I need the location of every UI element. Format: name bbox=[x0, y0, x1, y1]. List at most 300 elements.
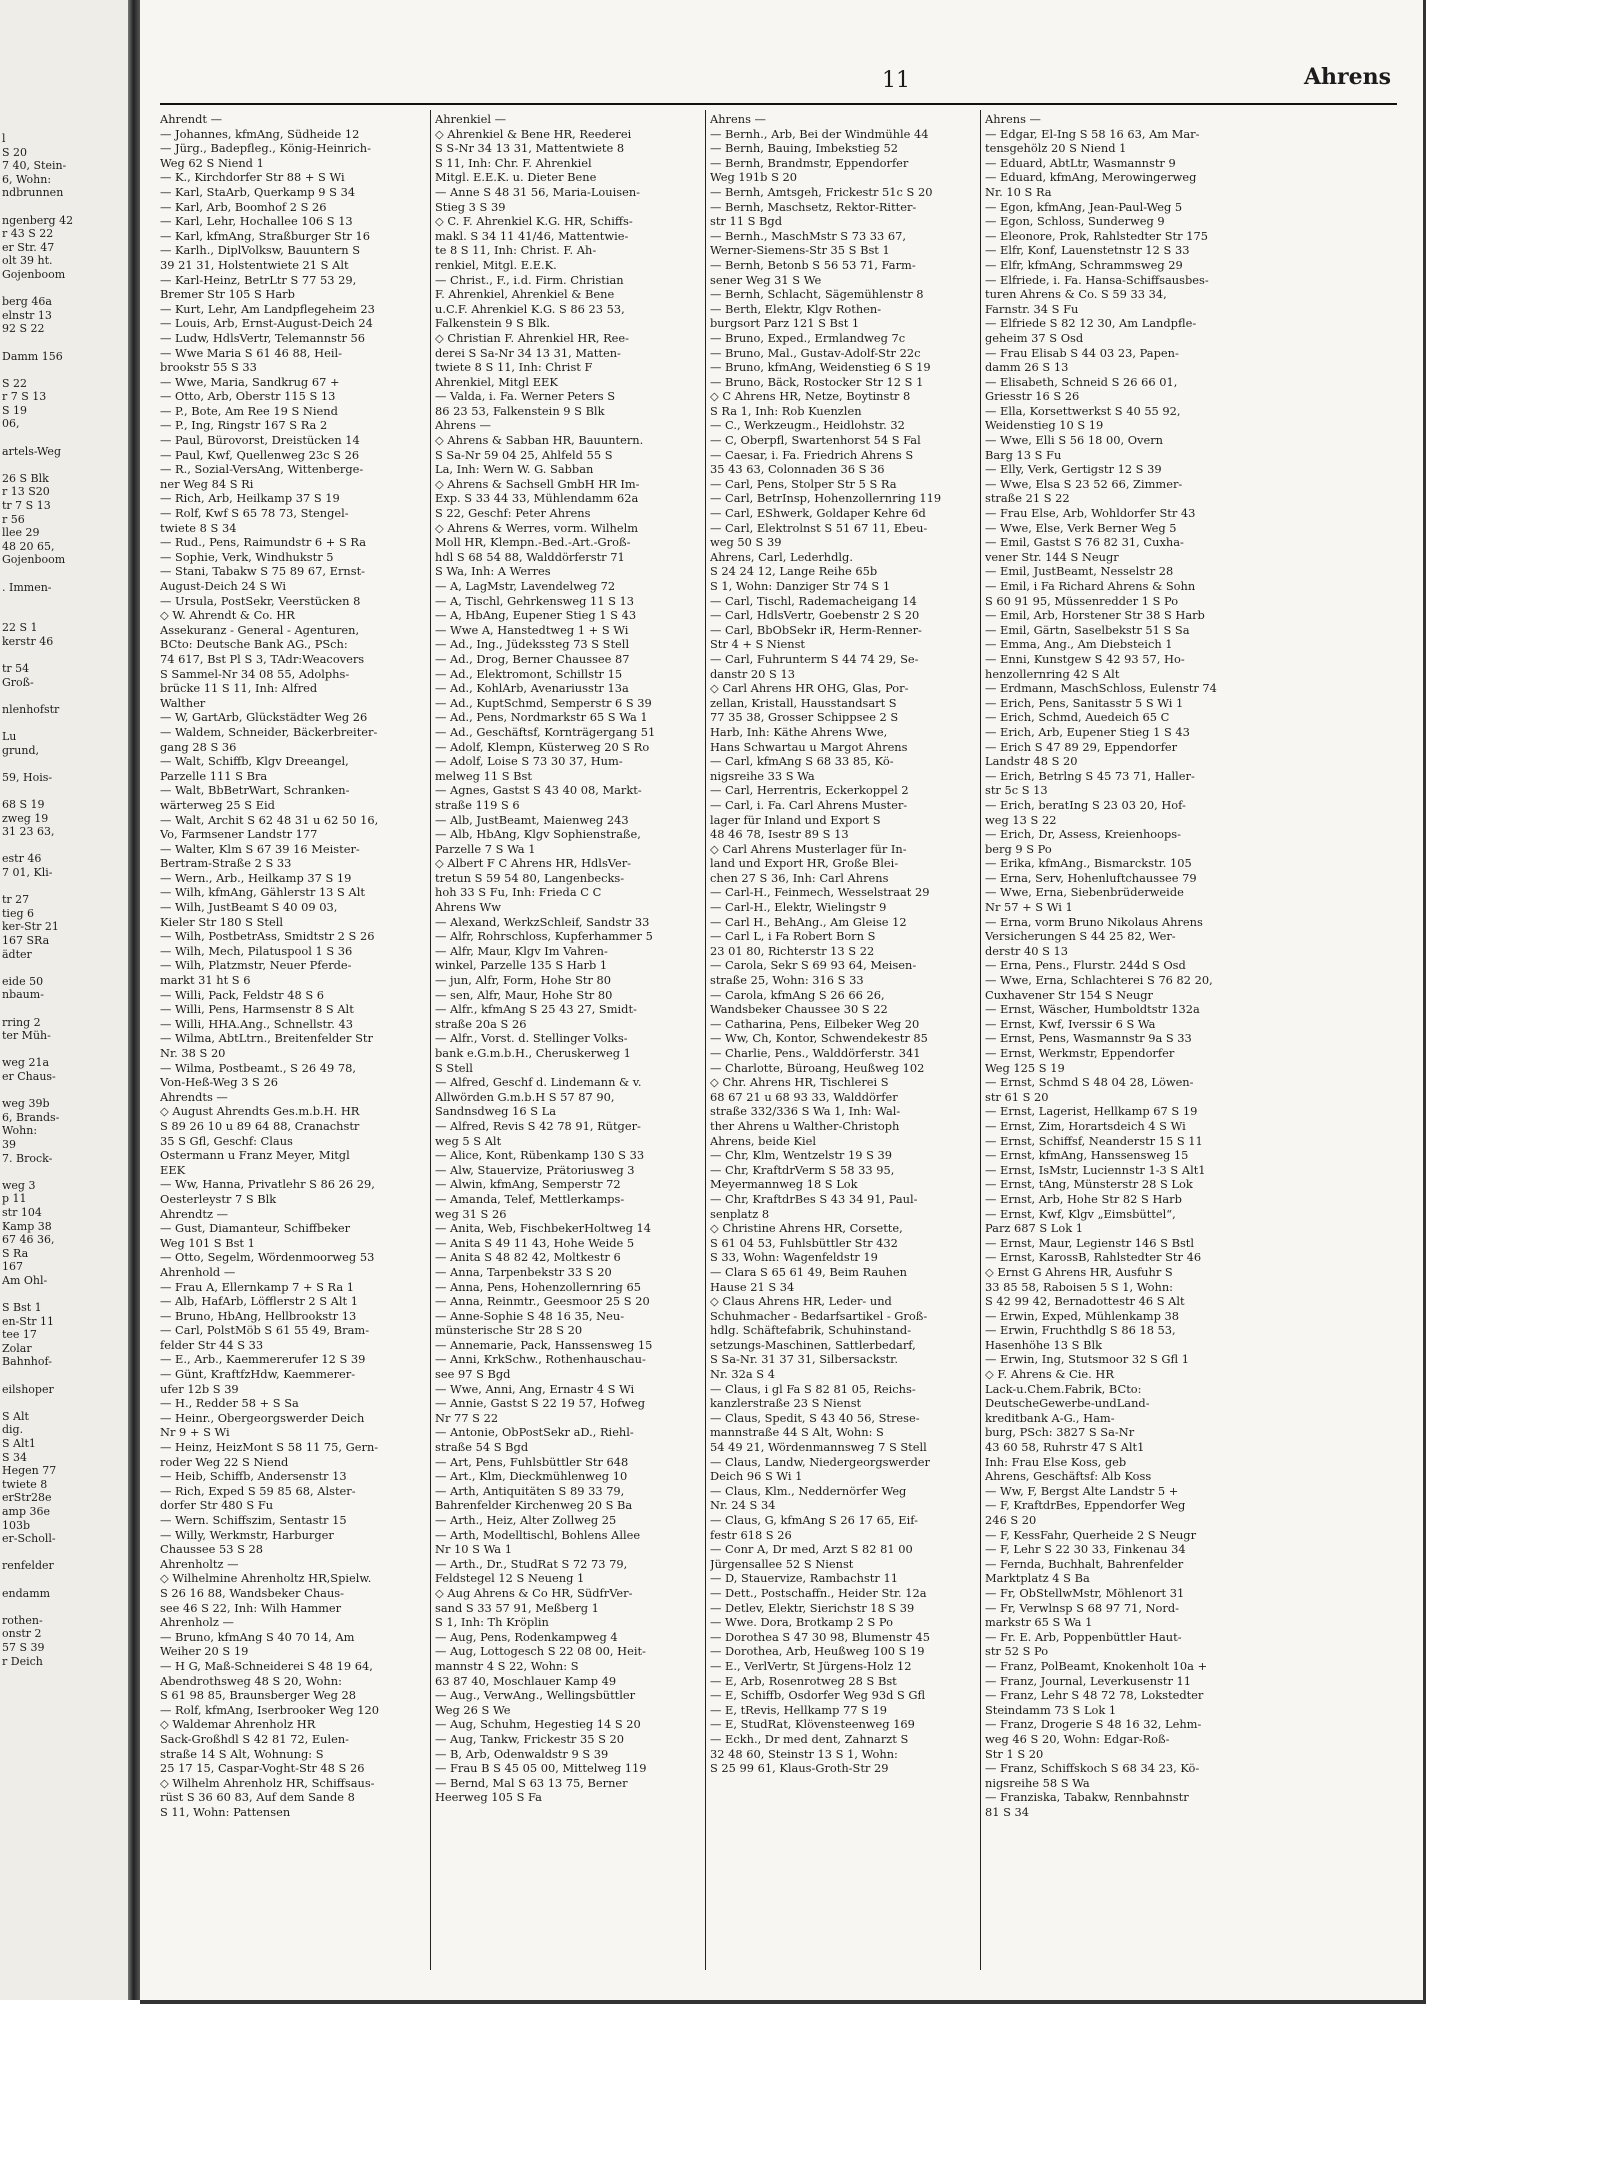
directory-entry-line: S 24 24 12, Lange Reihe 65b bbox=[710, 564, 878, 579]
directory-entry-line: Steindamm 73 S Lok 1 bbox=[985, 1702, 1117, 1717]
directory-entry-line: — Bernh., MaschMstr S 73 33 67, bbox=[710, 228, 907, 243]
directory-entry-line: — Paul, Kwf, Quellenweg 23c S 26 bbox=[160, 447, 360, 462]
directory-entry-line: lager für Inland und Export S bbox=[710, 812, 881, 827]
directory-entry-line: — Louis, Arb, Ernst-August-Deich 24 bbox=[160, 316, 373, 331]
directory-entry-line: BCto: Deutsche Bank AG., PSch: bbox=[160, 637, 348, 652]
facing-page-line: 59, Hois- bbox=[2, 770, 53, 784]
directory-entry-line: ◇ Wilhelm Ahrenholz HR, Schiffsaus- bbox=[160, 1775, 375, 1790]
directory-entry-line: str 52 S Po bbox=[985, 1644, 1049, 1659]
directory-entry-line: — Alfr., Vorst. d. Stellinger Volks- bbox=[435, 1031, 628, 1046]
facing-page-line: ker-Str 21 bbox=[2, 920, 59, 934]
directory-entry-line: 68 67 21 u 68 93 33, Walddörfer bbox=[710, 1089, 898, 1104]
directory-entry-line: — Carl L, i Fa Robert Born S bbox=[710, 929, 876, 944]
directory-entry-line: — Wwe, Erna, Schlachterei S 76 82 20, bbox=[985, 973, 1213, 988]
directory-entry-line: — Ernst, Schmd S 48 04 28, Löwen- bbox=[985, 1075, 1194, 1090]
directory-entry-line: — Rud., Pens, Raimundstr 6 + S Ra bbox=[160, 535, 367, 550]
directory-entry-line: — Annie, Gastst S 22 19 57, Hofweg bbox=[435, 1396, 646, 1411]
directory-entry-line: — Eckh., Dr med dent, Zahnarzt S bbox=[710, 1731, 909, 1746]
directory-entry-line: ◇ C. F. Ahrenkiel K.G. HR, Schiffs- bbox=[435, 214, 633, 229]
directory-entry-line: — Chr, Klm, Wentzelstr 19 S 39 bbox=[710, 1148, 893, 1163]
facing-page-line: Damm 156 bbox=[2, 349, 63, 363]
directory-entry-line: — Franz, Drogerie S 48 16 32, Lehm- bbox=[985, 1717, 1202, 1732]
directory-entry-line: felder Str 44 S 33 bbox=[160, 1337, 264, 1352]
directory-entry-line: — Ww, Ch, Kontor, Schwendekestr 85 bbox=[710, 1031, 928, 1046]
directory-entry-line: — Wwe, Erna, Siebenbrüderweide bbox=[985, 885, 1184, 900]
directory-entry-line: Ahrenkiel, Mitgl EEK bbox=[435, 374, 558, 389]
facing-page-line: elnstr 13 bbox=[2, 308, 52, 322]
directory-entry-line: — Anne S 48 31 56, Maria-Louisen- bbox=[435, 184, 641, 199]
directory-entry-line: 63 87 40, Moschlauer Kamp 49 bbox=[435, 1673, 617, 1688]
directory-entry-line: markt 31 ht S 6 bbox=[160, 973, 251, 988]
directory-entry-line: ◇ Ernst G Ahrens HR, Ausfuhr S bbox=[985, 1264, 1173, 1279]
directory-entry-line: — Art, Pens, Fuhlsbüttler Str 648 bbox=[435, 1454, 629, 1469]
directory-entry-line: dorfer Str 480 S Fu bbox=[160, 1498, 274, 1513]
directory-entry-line: Marktplatz 4 S Ba bbox=[985, 1571, 1090, 1586]
directory-entry-line: — Alb, HbAng, Klgv Sophienstraße, bbox=[435, 827, 641, 842]
directory-entry-line: S 1, Wohn: Danziger Str 74 S 1 bbox=[710, 579, 891, 593]
directory-entry-line: Nr 57 + S Wi 1 bbox=[985, 900, 1073, 915]
facing-page-line: S Alt1 bbox=[2, 1437, 36, 1450]
directory-entry-line: tensgehölz 20 S Niend 1 bbox=[985, 141, 1127, 156]
directory-entry-line: — Wwe, Elli S 56 18 00, Overn bbox=[985, 433, 1164, 448]
directory-entry-line: Assekuranz - General - Agenturen, bbox=[160, 622, 360, 637]
directory-entry-line: Kieler Str 180 S Stell bbox=[160, 914, 283, 929]
directory-entry-line: Parzelle 7 S Wa 1 bbox=[435, 841, 536, 856]
directory-entry-line: Ahrens, beide Kiel bbox=[710, 1133, 817, 1148]
directory-entry-line: ◇ Aug Ahrens & Co HR, SüdfrVer- bbox=[435, 1585, 633, 1600]
directory-entry-line: — Karl, StaArb, Querkamp 9 S 34 bbox=[160, 184, 356, 199]
directory-entry-line: — Walt, Schiffb, Klgv Dreeangel, bbox=[160, 754, 349, 769]
directory-entry-line: — Anna, Reinmtr., Geesmoor 25 S 20 bbox=[435, 1294, 650, 1309]
directory-entry-line: — Anni, KrkSchw., Rothenhauschau- bbox=[435, 1352, 646, 1367]
directory-entry-line: — Ernst, KarossB, Rahlstedter Str 46 bbox=[985, 1250, 1202, 1265]
directory-entry-line: — Bernh, Betonb S 56 53 71, Farm- bbox=[710, 257, 916, 272]
facing-page-line bbox=[2, 717, 128, 731]
directory-entry-line: — Carl, Pens, Stolper Str 5 S Ra bbox=[710, 476, 897, 491]
directory-entry-line: — Carl, Elektrolnst S 51 67 11, Ebeu- bbox=[710, 520, 928, 535]
directory-entry-line: ◇ Albert F C Ahrens HR, HdlsVer- bbox=[435, 856, 632, 871]
directory-entry-line: — Erwin, Exped, Mühlenkamp 38 bbox=[985, 1308, 1180, 1323]
directory-entry-line: — Egon, kfmAng, Jean-Paul-Weg 5 bbox=[985, 199, 1183, 214]
facing-page-line: tieg 6 bbox=[2, 906, 34, 920]
directory-entry-line: — Wilh, PostbetrAss, Smidtstr 2 S 26 bbox=[160, 929, 375, 944]
directory-entry-line: ◇ Ahrens & Sabban HR, Bauuntern. bbox=[435, 433, 644, 448]
facing-page-line: estr 46 bbox=[2, 852, 42, 866]
directory-entry-line: 246 S 20 bbox=[985, 1513, 1037, 1527]
facing-page-line: olt 39 ht. bbox=[2, 254, 53, 268]
directory-entry-line: — Chr, KraftdrVerm S 58 33 95, bbox=[710, 1162, 895, 1177]
directory-entry-line: Sack-Großhdl S 42 81 72, Eulen- bbox=[160, 1731, 350, 1746]
directory-entry-line: — Wwe Maria S 61 46 88, Heil- bbox=[160, 345, 342, 360]
directory-entry-line: burg, PSch: 3827 S Sa-Nr bbox=[985, 1425, 1135, 1440]
facing-page-line: 7. Brock- bbox=[2, 1151, 53, 1165]
directory-entry-line: ◇ Ahrens & Werres, vorm. Wilhelm bbox=[435, 520, 639, 535]
directory-entry-line: — Bruno, Mal., Gustav-Adolf-Str 22c bbox=[710, 345, 921, 360]
directory-entry-line: sand S 33 57 91, Meßberg 1 bbox=[435, 1600, 599, 1615]
directory-entry-line: mannstraße 44 S Alt, Wohn: S bbox=[710, 1425, 884, 1440]
directory-entry-line: — P., Bote, Am Ree 19 S Niend bbox=[160, 403, 338, 418]
directory-entry-line: — Willy, Werkmstr, Harburger bbox=[160, 1527, 334, 1542]
facing-page-line: Wohn: bbox=[2, 1124, 38, 1138]
facing-page-line: en-Str 11 bbox=[2, 1314, 55, 1328]
facing-page-line: berg 46a bbox=[2, 295, 52, 309]
directory-entry-line: S 60 91 95, Müssenredder 1 S Po bbox=[985, 593, 1179, 608]
directory-entry-line: Wandsbeker Chaussee 30 S 22 bbox=[710, 1002, 888, 1017]
directory-entry-line: — Walt, BbBetrWart, Schranken- bbox=[160, 783, 350, 798]
facing-page-line bbox=[2, 961, 128, 975]
directory-entry-line: 39 21 31, Holstentwiete 21 S Alt bbox=[160, 257, 349, 272]
directory-entry-line: — Egon, Schloss, Sunderweg 9 bbox=[985, 214, 1165, 229]
directory-entry-line: — sen, Alfr, Maur, Hohe Str 80 bbox=[435, 987, 613, 1002]
facing-page-line: ädter bbox=[2, 947, 32, 961]
directory-entry-line: Weg 191b S 20 bbox=[710, 170, 798, 185]
directory-entry-line: — Gust, Diamanteur, Schiffbeker bbox=[160, 1221, 351, 1236]
directory-entry-line: Str 4 + S Nienst bbox=[710, 637, 806, 652]
directory-entry-line: — Ad., KuptSchmd, Semperstr 6 S 39 bbox=[435, 695, 652, 710]
directory-entry-line: — Karl, kfmAng, Straßburger Str 16 bbox=[160, 228, 370, 243]
facing-page-line: 06, bbox=[2, 417, 20, 431]
facing-page-line bbox=[2, 1165, 128, 1179]
directory-entry-line: — Enni, Kunstgew S 42 93 57, Ho- bbox=[985, 651, 1185, 666]
facing-page-line: S 22 bbox=[2, 376, 28, 390]
directory-entry-line: tretun S 59 54 80, Langenbecks- bbox=[435, 870, 625, 885]
directory-entry-line: — E, tRevis, Hellkamp 77 S 19 bbox=[710, 1702, 888, 1717]
directory-entry-line: ◇ Christine Ahrens HR, Corsette, bbox=[710, 1221, 903, 1236]
directory-entry-line: — Ad., Geschäftsf, Kornträgergang 51 bbox=[435, 724, 656, 739]
directory-entry-line: — Karl-Heinz, BetrLtr S 77 53 29, bbox=[160, 272, 357, 287]
directory-entry-line: Weiher 20 S 19 bbox=[160, 1644, 249, 1659]
facing-page-line bbox=[2, 282, 128, 296]
directory-entry-line: — Willi, Pack, Feldstr 48 S 6 bbox=[160, 987, 325, 1002]
facing-page-line: Gojenboom bbox=[2, 553, 66, 567]
directory-entry-line: — Emil, Gastst S 76 82 31, Cuxha- bbox=[985, 535, 1184, 550]
directory-entry-line: — Annemarie, Pack, Hanssensweg 15 bbox=[435, 1337, 653, 1352]
directory-entry-line: — Wilh, kfmAng, Gählerstr 13 S Alt bbox=[160, 885, 365, 900]
facing-page-line: dig. bbox=[2, 1423, 24, 1437]
directory-entry-line: — Bruno, HbAng, Hellbrookstr 13 bbox=[160, 1308, 357, 1323]
directory-entry-line: — F, KessFahr, Querheide 2 S Neugr bbox=[985, 1527, 1197, 1542]
directory-entry-line: — E, Schiffb, Osdorfer Weg 93d S Gfl bbox=[710, 1688, 926, 1703]
directory-entry-line: weg 46 S 20, Wohn: Edgar-Roß- bbox=[985, 1731, 1170, 1746]
directory-entry-line: ◇ Carl Ahrens HR OHG, Glas, Por- bbox=[710, 681, 909, 696]
directory-entry-line: S 61 04 53, Fuhlsbüttler Str 432 bbox=[710, 1235, 898, 1250]
directory-entry-line: — R., Sozial-VersAng, Wittenberge- bbox=[160, 462, 364, 477]
facing-page-line: . Immen- bbox=[2, 580, 52, 594]
directory-entry-line: — Claus, Klm., Neddernörfer Weg bbox=[710, 1483, 907, 1498]
directory-entry-line: Ahrenholtz — bbox=[160, 1556, 239, 1571]
facing-page-line: rothen- bbox=[2, 1613, 43, 1627]
facing-page-line: nbaum- bbox=[2, 988, 44, 1002]
facing-page-line bbox=[2, 1546, 128, 1560]
directory-entry-line: — Erich, Arb, Eupener Stieg 1 S 43 bbox=[985, 724, 1190, 739]
directory-entry-line: S Sammel-Nr 34 08 55, Adolphs- bbox=[160, 666, 350, 681]
directory-entry-line: — Emil, JustBeamt, Nesselstr 28 bbox=[985, 564, 1174, 579]
directory-entry-line: — F, KraftdrBes, Eppendorfer Weg bbox=[985, 1498, 1186, 1513]
directory-entry-line: — Christ., F., i.d. Firm. Christian bbox=[435, 272, 624, 287]
directory-entry-line: Schuhmacher - Bedarfsartikel - Groß- bbox=[710, 1308, 928, 1323]
directory-entry-line: Werner-Siemens-Str 35 S Bst 1 bbox=[710, 243, 890, 258]
directory-entry-line: roder Weg 22 S Niend bbox=[160, 1454, 289, 1469]
directory-entry-line: — B, Arb, Odenwaldstr 9 S 39 bbox=[435, 1746, 609, 1761]
directory-entry-line: münsterische Str 28 S 20 bbox=[435, 1323, 583, 1338]
directory-entry-line: — Anita, Web, FischbekerHoltweg 14 bbox=[435, 1221, 652, 1236]
directory-entry-line: S 22, Geschf: Peter Ahrens bbox=[435, 506, 591, 521]
directory-entry-line: derstr 40 S 13 bbox=[985, 943, 1068, 958]
facing-page-line: 31 23 63, bbox=[2, 825, 55, 839]
directory-entry-line: — Alice, Kont, Rübenkamp 130 S 33 bbox=[435, 1148, 645, 1163]
directory-entry-line: — Aug, Pens, Rodenkampweg 4 bbox=[435, 1629, 618, 1644]
directory-entry-line: — C, Oberpfl, Swartenhorst 54 S Fal bbox=[710, 433, 921, 448]
directory-entry-line: Bertram-Straße 2 S 33 bbox=[160, 856, 292, 871]
directory-entry-line: — Alfr., kfmAng S 25 43 27, Smidt- bbox=[435, 1002, 637, 1017]
facing-page-line: 39 bbox=[2, 1137, 16, 1151]
facing-page-line bbox=[2, 1369, 128, 1383]
directory-entry-line: berg 9 S Po bbox=[985, 841, 1052, 856]
directory-entry-line: — Conr A, Dr med, Arzt S 82 81 00 bbox=[710, 1542, 913, 1557]
facing-page-line: eide 50 bbox=[2, 974, 44, 988]
column-divider bbox=[980, 110, 981, 1970]
directory-entry-line: — Dorothea S 47 30 98, Blumenstr 45 bbox=[710, 1629, 930, 1644]
directory-entry-line: see 97 S Bgd bbox=[435, 1367, 511, 1382]
directory-entry-line: — Alfr, Maur, Klgv Im Vahren- bbox=[435, 943, 608, 958]
directory-entry-line: — jun, Alfr, Form, Hohe Str 80 bbox=[435, 973, 612, 988]
directory-entry-line: 35 43 63, Colonnaden 36 S 36 bbox=[710, 462, 885, 477]
directory-entry-line: — Dett., Postschaffn., Heider Str. 12a bbox=[710, 1585, 927, 1600]
facing-page-line: str 104 bbox=[2, 1205, 42, 1219]
directory-entry-line: — Wwe, Elsa S 23 52 66, Zimmer- bbox=[985, 476, 1183, 491]
directory-entry-line: — H G, Maß-Schneiderei S 48 19 64, bbox=[160, 1658, 373, 1673]
directory-entry-line: — Bernh, Bauing, Imbekstieg 52 bbox=[710, 141, 898, 156]
directory-entry-line: — Claus, Spedit, S 43 40 56, Strese- bbox=[710, 1410, 920, 1425]
directory-entry-line: Sandnsdweg 16 S La bbox=[435, 1104, 556, 1119]
facing-page-line: r 43 S 22 bbox=[2, 227, 54, 241]
directory-entry-line: Farnstr. 34 S Fu bbox=[985, 301, 1079, 316]
facing-page-line: 48 20 65, bbox=[2, 539, 55, 553]
directory-entry-line: — Arth, Modelltischl, Bohlens Allee bbox=[435, 1527, 641, 1542]
directory-entry-line: Ahrens, Carl, Lederhdlg. bbox=[710, 549, 853, 564]
directory-entry-line: — Ernst, Zim, Horartsdeich 4 S Wi bbox=[985, 1118, 1186, 1133]
directory-entry-line: — Bernh, Amtsgeh, Frickestr 51c S 20 bbox=[710, 184, 933, 199]
directory-entry-line: kreditbank A-G., Ham- bbox=[985, 1410, 1115, 1425]
facing-page-line bbox=[2, 1002, 128, 1016]
directory-entry-line: u.C.F. Ahrenkiel K.G. S 86 23 53, bbox=[435, 301, 625, 316]
directory-entry-line: Exp. S 33 44 33, Mühlendamm 62a bbox=[435, 491, 639, 506]
directory-entry-line: Nr. 24 S 34 bbox=[710, 1498, 776, 1513]
facing-page-line bbox=[2, 1573, 128, 1587]
directory-entry-line: renkiel, Mitgl. E.E.K. bbox=[435, 257, 557, 272]
directory-entry-line: — Dorothea, Arb, Heußweg 100 S 19 bbox=[710, 1644, 925, 1659]
facing-page-line: ndbrunnen bbox=[2, 186, 64, 200]
directory-entry-line: straße 20a S 26 bbox=[435, 1016, 527, 1031]
facing-page-line: weg 3 bbox=[2, 1178, 36, 1192]
directory-entry-line: — Otto, Segelm, Wördenmoorweg 53 bbox=[160, 1250, 375, 1265]
directory-entry-line: — Bruno, Bäck, Rostocker Str 12 S 1 bbox=[710, 374, 924, 389]
column-divider bbox=[430, 110, 431, 1970]
directory-entry-line: S 33, Wohn: Wagenfeldstr 19 bbox=[710, 1250, 878, 1265]
directory-entry-line: — Agnes, Gastst S 43 40 08, Markt- bbox=[435, 783, 642, 798]
directory-entry-line: hdlg. Schäftefabrik, Schuhinstand- bbox=[710, 1323, 912, 1338]
facing-page-line: 167 bbox=[2, 1260, 23, 1274]
facing-page-line: artels-Weg bbox=[2, 444, 61, 458]
directory-entry-line: Stieg 3 S 39 bbox=[435, 199, 506, 214]
directory-entry-line: August-Deich 24 S Wi bbox=[160, 579, 287, 593]
directory-entry-line: turen Ahrens & Co. S 59 33 34, bbox=[985, 287, 1167, 302]
facing-page-line: r 56 bbox=[2, 512, 25, 526]
directory-entry-line: Weidenstieg 10 S 19 bbox=[985, 418, 1104, 433]
facing-page-line: 7 01, Kli- bbox=[2, 866, 53, 880]
directory-entry-line: — Willi, HHA.Ang., Schnellstr. 43 bbox=[160, 1016, 353, 1031]
directory-entry-line: — Ernst, Kwf, Klgv „Eimsbüttel“, bbox=[985, 1206, 1176, 1221]
facing-page-line: 26 S Blk bbox=[2, 471, 49, 485]
directory-entry-line: damm 26 S 13 bbox=[985, 360, 1069, 375]
directory-entry-line: — E., Arb., Kaemmererufer 12 S 39 bbox=[160, 1352, 366, 1367]
directory-entry-line: see 46 S 22, Inh: Wilh Hammer bbox=[160, 1600, 342, 1615]
directory-entry-line: — Arth., Heiz, Alter Zollweg 25 bbox=[435, 1513, 617, 1527]
directory-entry-line: nigsreihe 58 S Wa bbox=[985, 1775, 1090, 1790]
facing-page-line: Kamp 38 bbox=[2, 1219, 52, 1233]
directory-entry-line: — Arth., Dr., StudRat S 72 73 79, bbox=[435, 1556, 628, 1571]
directory-entry-line: — Carl, BbObSekr iR, Herm-Renner- bbox=[710, 622, 922, 637]
directory-entry-line: — Ernst, Werkmstr, Eppendorfer bbox=[985, 1046, 1175, 1060]
directory-entry-line: — Rich, Arb, Heilkamp 37 S 19 bbox=[160, 491, 340, 506]
facing-page-line: ter Müh- bbox=[2, 1029, 51, 1043]
facing-page-line: zweg 19 bbox=[2, 811, 49, 825]
directory-entry-line: — E, StudRat, Klövensteenweg 169 bbox=[710, 1717, 915, 1732]
directory-entry-line: — Heinz, HeizMont S 58 11 75, Gern- bbox=[160, 1440, 379, 1455]
directory-entry-line: ◇ Carl Ahrens Musterlager für In- bbox=[710, 841, 907, 856]
directory-entry-line: Oesterleystr 7 S Blk bbox=[160, 1191, 277, 1206]
facing-page-line: erStr28e bbox=[2, 1491, 52, 1505]
directory-entry-line: — Adolf, Klempn, Küsterweg 20 S Ro bbox=[435, 739, 650, 754]
directory-entry-line: — Wilh, Platzmstr, Neuer Pferde- bbox=[160, 958, 352, 973]
directory-entry-line: — Erich, Pens, Sanitasstr 5 S Wi 1 bbox=[985, 695, 1184, 710]
directory-entry-line: Chaussee 53 S 28 bbox=[160, 1542, 264, 1557]
directory-entry-line: — Alfr, Rohrschloss, Kupferhammer 5 bbox=[435, 929, 653, 944]
directory-entry-line: — Rolf, Kwf S 65 78 73, Stengel- bbox=[160, 506, 349, 521]
directory-entry-line: — Carola, Sekr S 69 93 64, Meisen- bbox=[710, 958, 917, 973]
directory-entry-line: Nr 77 S 22 bbox=[435, 1410, 499, 1425]
directory-entry-line: — Elly, Verk, Gertigstr 12 S 39 bbox=[985, 462, 1162, 477]
directory-entry-line: S 26 16 88, Wandsbeker Chaus- bbox=[160, 1585, 344, 1600]
directory-entry-line: — Berth, Elektr, Klgv Rothen- bbox=[710, 301, 882, 316]
directory-entry-line: 35 S Gfl, Geschf: Claus bbox=[160, 1133, 293, 1148]
directory-entry-line: — Karl, Arb, Boomhof 2 S 26 bbox=[160, 199, 327, 214]
facing-page-line: er Str. 47 bbox=[2, 240, 55, 254]
directory-entry-line: Nr. 38 S 20 bbox=[160, 1046, 226, 1060]
directory-entry-line: Ahrens — bbox=[985, 112, 1041, 126]
directory-entry-line: Hause 21 S 34 bbox=[710, 1279, 795, 1294]
directory-entry-line: 74 617, Bst Pl S 3, TAdr:Weacovers bbox=[160, 651, 365, 666]
facing-page-line: renfelder bbox=[2, 1559, 54, 1573]
directory-entry-line: Ahrendts — bbox=[160, 1089, 228, 1104]
facing-page-line: Hegen 77 bbox=[2, 1464, 57, 1478]
directory-entry-line: Ahrenkiel — bbox=[435, 112, 507, 126]
directory-entry-line: — Frau Elisab S 44 03 23, Papen- bbox=[985, 345, 1179, 360]
directory-entry-line: — Alb, JustBeamt, Maienweg 243 bbox=[435, 812, 629, 827]
directory-entry-line: — Carl-H., Elektr, Wielingstr 9 bbox=[710, 900, 887, 915]
facing-page-line: Lu bbox=[2, 730, 17, 744]
facing-page-line: llee 29 bbox=[2, 526, 40, 540]
directory-entry-line: chen 27 S 36, Inh: Carl Ahrens bbox=[710, 870, 889, 885]
directory-entry-line: str 61 S 20 bbox=[985, 1089, 1049, 1104]
directory-entry-line: — Caesar, i. Fa. Friedrich Ahrens S bbox=[710, 447, 914, 462]
directory-entry-line: straße 54 S Bgd bbox=[435, 1440, 529, 1455]
directory-entry-line: — Ww, F, Bergst Alte Landstr 5 + bbox=[985, 1483, 1179, 1498]
directory-entry-line: melweg 11 S Bst bbox=[435, 768, 532, 783]
directory-entry-line: — Elfriede S 82 12 30, Am Landpfle- bbox=[985, 316, 1197, 331]
directory-entry-line: Bremer Str 105 S Harb bbox=[160, 287, 295, 302]
directory-entry-line: — Frau A, Ellernkamp 7 + S Ra 1 bbox=[160, 1279, 355, 1294]
facing-page-line bbox=[2, 757, 128, 771]
directory-entry-line: — Aug, Lottogesch S 22 08 00, Heit- bbox=[435, 1644, 646, 1659]
directory-entry-line: — Alw, Stauervize, Prätoriusweg 3 bbox=[435, 1162, 635, 1177]
directory-entry-line: — Wwe A, Hanstedtweg 1 + S Wi bbox=[435, 622, 629, 637]
facing-page-line: r 13 S20 bbox=[2, 485, 50, 499]
facing-page-line: er Chaus- bbox=[2, 1069, 56, 1083]
running-head: Ahrens bbox=[1303, 64, 1391, 90]
directory-entry-line: — Otto, Arb, Oberstr 115 S 13 bbox=[160, 389, 336, 404]
directory-entry-line: Parzelle 111 S Bra bbox=[160, 768, 268, 783]
directory-entry-line: S Wa, Inh: A Werres bbox=[435, 564, 551, 579]
directory-page bbox=[140, 0, 1423, 2000]
directory-entry-line: S Ra 1, Inh: Rob Kuenzlen bbox=[710, 403, 862, 418]
directory-entry-line: — Bernh, Maschsetz, Rektor-Ritter- bbox=[710, 199, 917, 214]
directory-entry-line: — Ursula, PostSekr, Veerstücken 8 bbox=[160, 593, 361, 608]
directory-entry-line: markstr 65 S Wa 1 bbox=[985, 1615, 1093, 1630]
directory-entry-line: Nr. 32a S 4 bbox=[710, 1367, 775, 1382]
directory-entry-line: Ahrens Ww bbox=[435, 900, 502, 915]
directory-entry-line: S 25 99 61, Klaus-Groth-Str 29 bbox=[710, 1761, 889, 1776]
facing-page-line bbox=[2, 1043, 128, 1057]
directory-entry-line: — Carl H., BehAng., Am Gleise 12 bbox=[710, 914, 907, 929]
directory-entry-line: gang 28 S 36 bbox=[160, 739, 237, 754]
directory-entry-line: — Ernst, tAng, Münsterstr 28 S Lok bbox=[985, 1177, 1193, 1192]
directory-entry-line: — Emil, Arb, Horstener Str 38 S Harb bbox=[985, 608, 1205, 623]
directory-entry-line: — Charlie, Pens., Walddörferstr. 341 bbox=[710, 1046, 921, 1060]
directory-entry-line: — Carl, BetrInsp, Hohenzollernring 119 bbox=[710, 491, 942, 506]
directory-entry-line: — Erna, Serv, Hohenluftchaussee 79 bbox=[985, 870, 1197, 885]
directory-entry-line: — Frau Else, Arb, Wohldorfer Str 43 bbox=[985, 506, 1196, 521]
directory-entry-line: — Detlev, Elektr, Sierichstr 18 S 39 bbox=[710, 1600, 915, 1615]
directory-entry-line: winkel, Parzelle 135 S Harb 1 bbox=[435, 958, 608, 973]
directory-entry-line: — Arth, Antiquitäten S 89 33 79, bbox=[435, 1483, 625, 1498]
facing-page-line bbox=[2, 431, 128, 445]
directory-entry-line: S 61 98 85, Braunsberger Weg 28 bbox=[160, 1688, 357, 1703]
directory-entry-line: — Ernst, Maur, Legienstr 146 S Bstl bbox=[985, 1235, 1195, 1250]
directory-entry-line: — Günt, KraftfzHdw, Kaemmerer- bbox=[160, 1367, 356, 1382]
directory-entry-line: ◇ Ahrens & Sachsell GmbH HR Im- bbox=[435, 476, 640, 491]
directory-entry-line: — Elfriede, i. Fa. Hansa-Schiffsausbes- bbox=[985, 272, 1209, 287]
directory-entry-line: 81 S 34 bbox=[985, 1804, 1030, 1819]
directory-entry-line: S 42 99 42, Bernadottestr 46 S Alt bbox=[985, 1294, 1185, 1309]
directory-entry-line: — Charlotte, Büroang, Heußweg 102 bbox=[710, 1060, 925, 1075]
directory-entry-line: — Heib, Schiffb, Andersenstr 13 bbox=[160, 1469, 347, 1484]
directory-entry-line: Nr. 10 S Ra bbox=[985, 184, 1052, 199]
directory-entry-line: — Erich, Dr, Assess, Kreienhoops- bbox=[985, 827, 1181, 842]
facing-page-line: endamm bbox=[2, 1586, 51, 1600]
directory-entry-line: — Bruno, kfmAng S 40 70 14, Am bbox=[160, 1629, 355, 1644]
directory-entry-line: — Erdmann, MaschSchloss, Eulenstr 74 bbox=[985, 681, 1217, 696]
directory-entry-line: F. Ahrenkiel, Ahrenkiel & Bene bbox=[435, 287, 615, 302]
facing-page-line: tee 17 bbox=[2, 1328, 37, 1342]
header-rule bbox=[160, 103, 1397, 105]
directory-entry-line: ◇ Waldemar Ahrenholz HR bbox=[160, 1717, 316, 1732]
directory-entry-line: Walther bbox=[160, 695, 206, 710]
directory-entry-line: — Erich, Schmd, Auedeich 65 C bbox=[985, 710, 1170, 725]
directory-column-2 bbox=[435, 112, 703, 1972]
directory-entry-line: — Ad., KohlArb, Avenariusstr 13a bbox=[435, 681, 629, 696]
directory-entry-line: — Wwe, Maria, Sandkrug 67 + bbox=[160, 374, 340, 389]
